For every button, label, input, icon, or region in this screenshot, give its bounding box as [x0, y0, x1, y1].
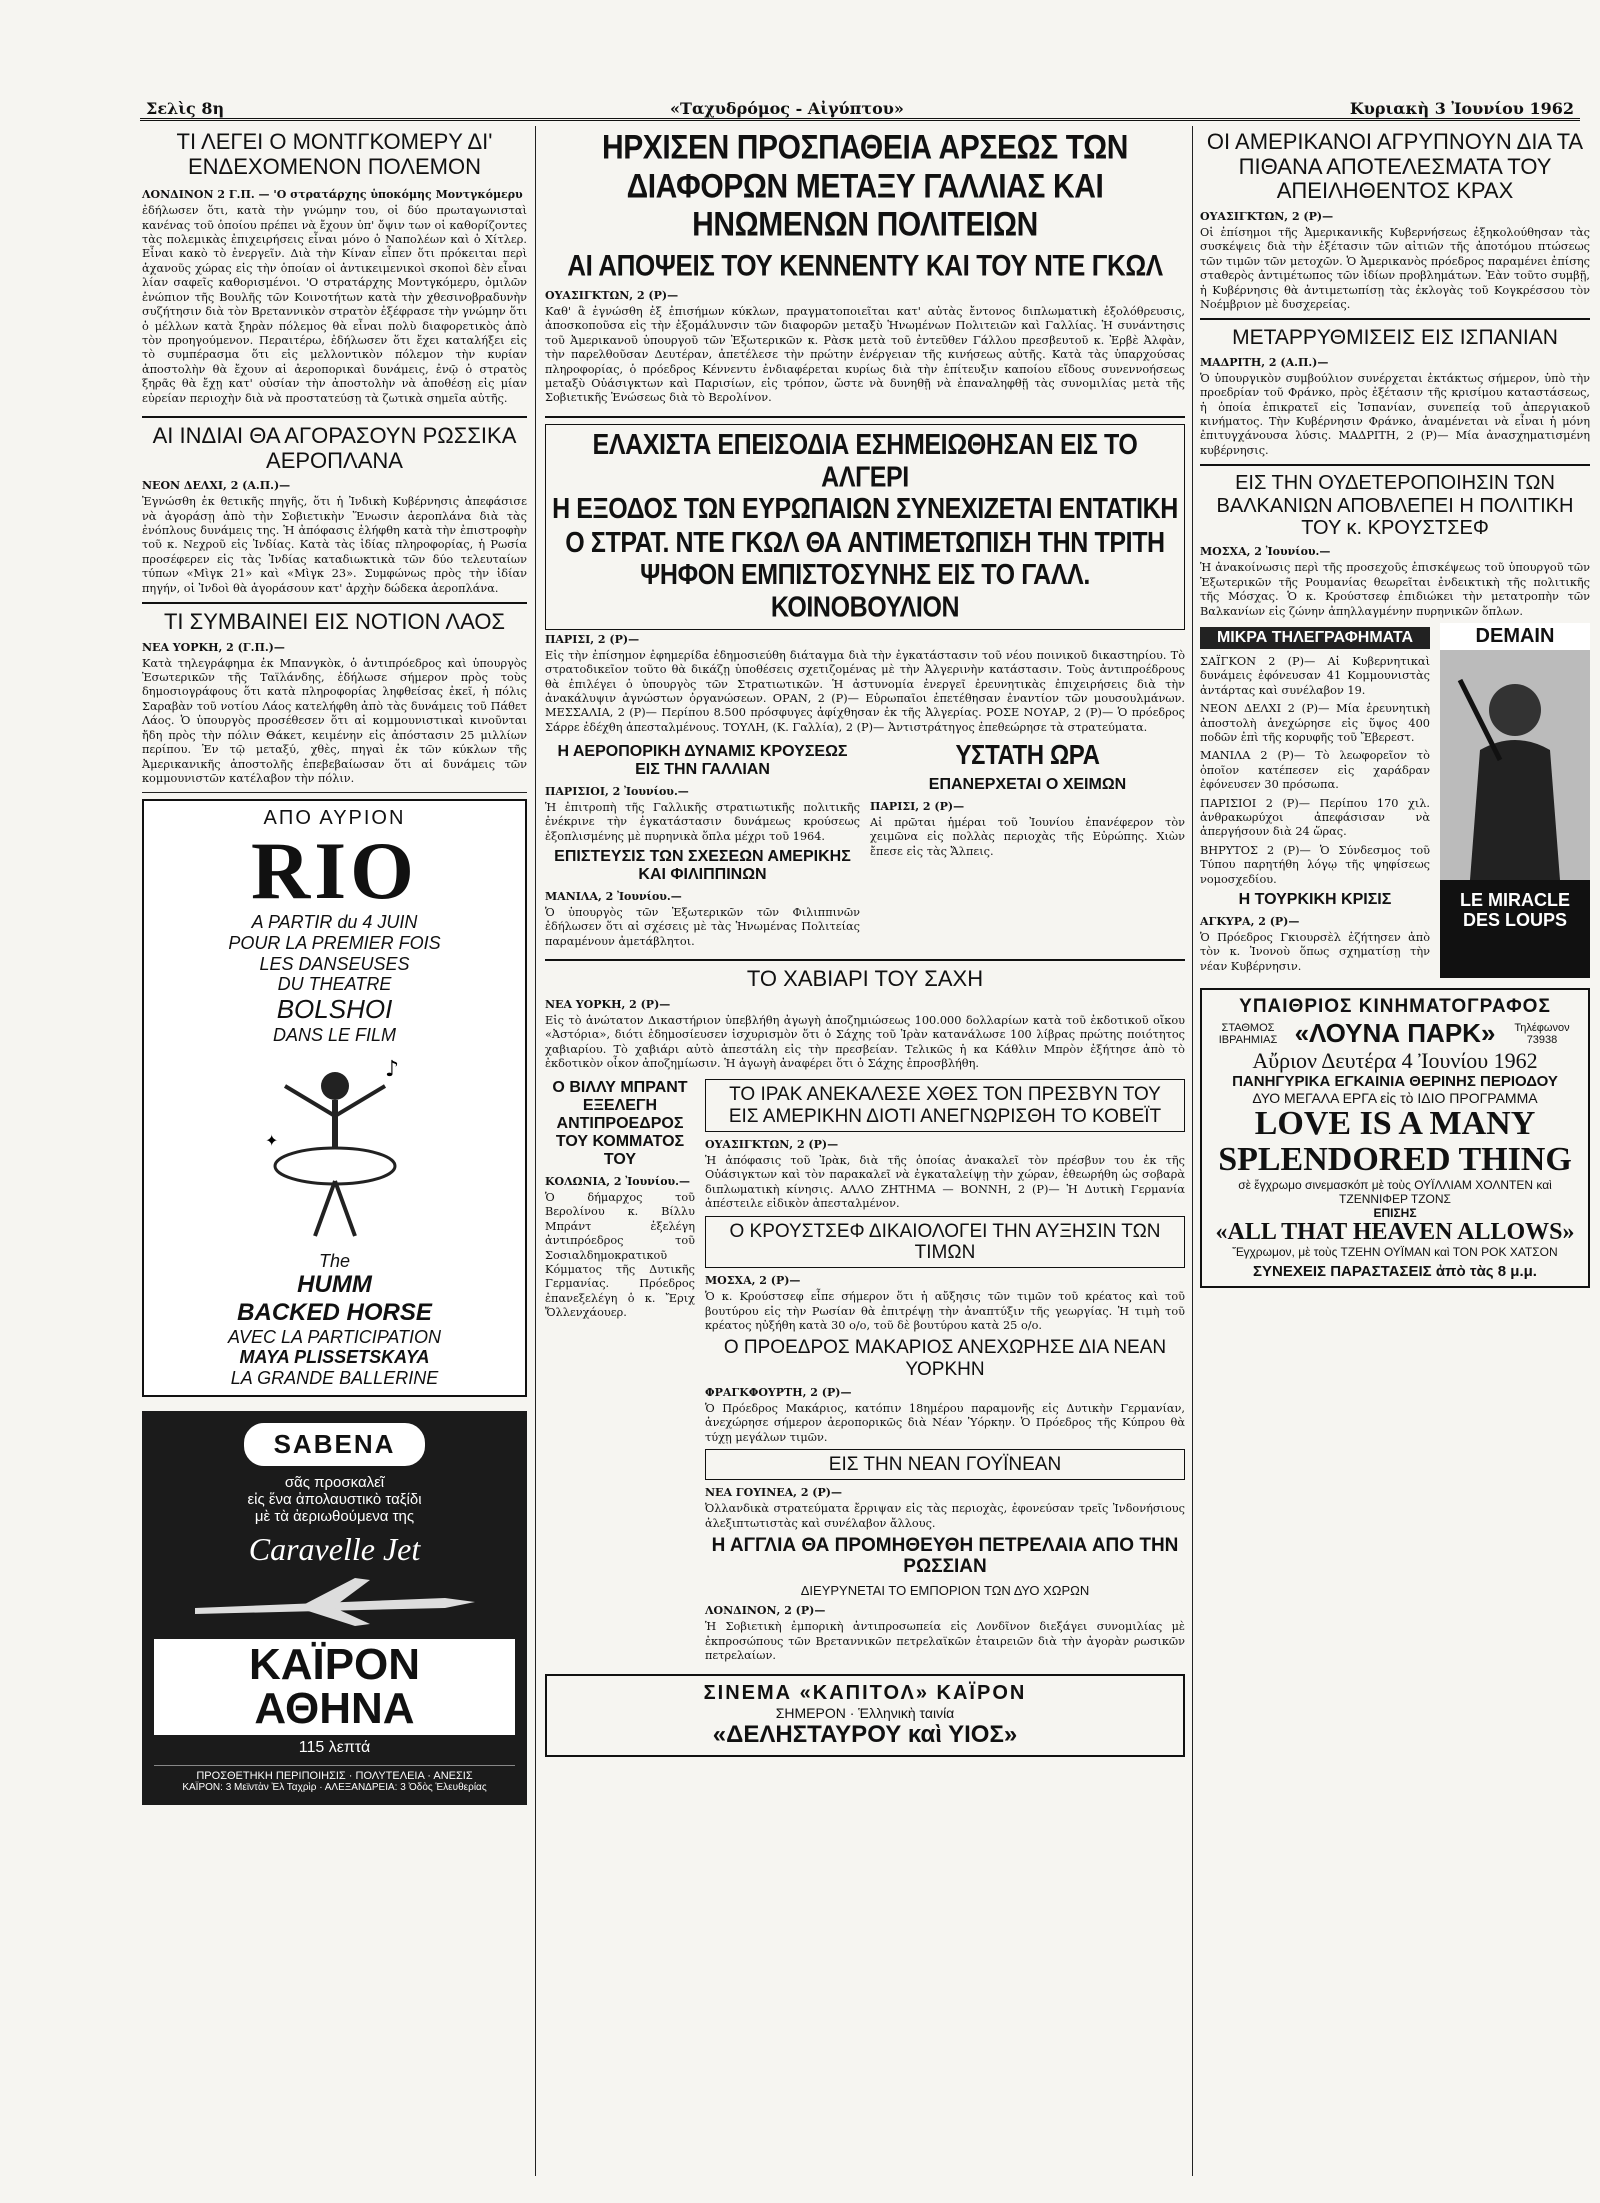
article-text: Ὁ Πρόεδρος Γκιουρσὲλ ἐζήτησεν ἀπὸ τὸν κ. Ἰνονοὺ ὅπως σχηματίσῃ τὴν νέαν Κυβέρνησιν.	[1200, 930, 1430, 973]
dateline: ΜΟΣΧΑ, 2 Ἰουνίου.—	[1200, 545, 1331, 559]
ad-line: μὲ τὰ ἀεριωθούμενα της	[254, 1507, 415, 1525]
algeria-story	[545, 424, 1185, 630]
paper-name: «Ταχυδρόμος - Αἰγύπτου»	[670, 99, 904, 118]
rio-cinema-ad	[142, 799, 527, 1396]
ad-line: AVEC LA PARTICIPATION	[227, 1326, 442, 1347]
article-text: Ὁ δήμαρχος τοῦ Βερολίνου κ. Βίλλυ Μπράντ ἐξελέγη ἀντιπρόεδρος τοῦ Σοσιαλδημοκρατικοῦ Κόμματος τῆς Δυτικῆς Γερμανίας. Πρόεδρος ἐπανεξελέγη ὁ κ. Ἔριχ Ὄλλενχάουερ.	[545, 1191, 695, 1320]
column-rule	[1192, 126, 1193, 2176]
article-text: Εἰς τὴν ἐπίσημον ἐφημερίδα ἐδημοσιεύθη διάταγμα διὰ τὴν ἐγκατάστασιν τοῦ νέου ποινικοῦ δικαστηρίου. Τὸ στρατοδικεῖον τοῦτο θὰ δικάζῃ ὑποθέσεις σχετιζομένας μὲ τὴν Ἀλγερινὴν κατάστασιν. Τοὺς ἀντιπροέδρους θὰ ἐπιλέγει ὁ ὑπουργὸς τῶν Στρατιωτικῶν. Ἡ ἀστυνομία ἐνεργεῖ ἐρευνητικὰς ἐπιχειρήσεις διὰ τὴν ἀνακάλυψιν ἀγνώστων ὀργανώσεων. ΟΡΑΝ, 2 (Ρ)— Εὐρωπαῖοι ἐπετέθησαν ἐναντίον τῶν μουσουλμάνων. ΜΕΣΣΑΛΙΑ, 2 (Ρ)— Περίπου 8.500 πρόσφυγες ἀφίχθησαν ἐκ τῆς Ἀλγερίας. ΡΟΣΕ ΝΟΥΑΡ, 2 (Ρ)— Ὁ πρόεδρος Σάρρε ἐδέχθη ἀπεσταλμένους. ΤΟΥΛΗ, (Κ. Γαλλία), 2 (Ρ)— Ἀντιστράτηγος ἐπεθεώρησε τὰ στρατεύματα.	[545, 648, 1185, 734]
article-headline: Ο ΒΙΛΛΥ ΜΠΡΑΝΤ ΕΞΕΛΕΓΗ ΑΝΤΙΠΡΟΕΔΡΟΣ ΤΟΥ ΚΟΜΜΑΤΟΣ ΤΟΥ	[552, 1079, 688, 1169]
dateline: ΠΑΡΙΣΙΟΙ, 2 Ἰουνίου.—	[545, 784, 689, 798]
ad-line: BOLSHOI	[276, 994, 393, 1025]
luna-park-cinema-ad	[1200, 988, 1590, 1288]
article-headline: ΜΕΤΑΡΡΥΘΜΙΣΕΙΣ ΕΙΣ ΙΣΠΑΝΙΑΝ	[1232, 326, 1558, 350]
film-title: LOVE IS A MANY SPLENDORED THING	[1218, 1105, 1572, 1179]
brief-item: ΠΑΡΙΣΙΟΙ 2 (Ρ)— Περίπου 170 χιλ. ἀνθρακωρύχοι ἀπεφάσισαν νὰ ἀπεργήσουν διὰ 24 ὥρας.	[1200, 796, 1430, 839]
article-text: Ὁ κ. Κρούστσεφ εἶπε σήμερον ὅτι ἡ αὔξησις τῶν τιμῶν τοῦ κρέατος καὶ τοῦ βουτύρου εἰς τὴν Ρωσίαν θὰ ἐπιτρέψῃ τὴν ἀναπτύξιν τῆς γεωργίας. Ἡ τιμὴ τοῦ κρέατος ηὐξήθη κατὰ 30 ο/ο, τοῦ δὲ βουτύρου κατὰ 25 ο/ο.	[705, 1290, 1185, 1332]
article-body	[545, 286, 1185, 410]
brief-item: ΒΗΡΥΤΟΣ 2 (Ρ)— Ὁ Σύνδεσμος τοῦ Τύπου παρητήθη λόγῳ τῆς ψηφίσεως νομοσχεδίου.	[1200, 843, 1430, 886]
article-headline: ΤΙ ΛΕΓΕΙ Ο ΜΟΝΤΓΚΟΜΕΡΥ ΔΙ' ΕΝΔΕΧΟΜΕΝΟΝ ΠΟΛΕΜΟΝ	[176, 129, 493, 179]
cinema-name: «ΛΟΥΝΑ ΠΑΡΚ»	[1294, 1018, 1496, 1049]
program-note: ΕΠΙΣΗΣ	[1373, 1205, 1417, 1220]
article-headline: Ο ΣΤΡΑΤ. ΝΤΕ ΓΚΩΛ ΘΑ ΑΝΤΙΜΕΤΩΠΙΣΗ ΤΗΝ ΤΡΙΤΗ	[565, 526, 1165, 559]
dateline: ΑΓΚΥΡΑ, 2 (Ρ)—	[1200, 914, 1300, 928]
divider	[142, 416, 527, 418]
ad-line: The	[318, 1250, 351, 1271]
ad-footer: ΠΡΟΣΘΕΤΗΚΗ ΠΕΡΙΠΟΙΗΣΙΣ · ΠΟΛΥΤΕΛΕΙΑ · ΑΝΕΣΙΣ	[154, 1765, 515, 1782]
article-text: Ὁ ὑπουργικὸν συμβούλιον συνέρχεται ἐκτάκτως σήμερον, ὑπὸ τὴν προεδρίαν τοῦ Φράνκο, πρὸς ἐξέτασιν τῆς κρισίμου καταστάσεως, ἡ ὁποία ἐπικρατεῖ εἰς Ἰσπανίαν, συνεπείᾳ τοῦ ἀπεργιακοῦ κινήματος. Τὴν Κυβέρνησιν Φράνκο, ἀναμένεται νὰ εἶναι ἡ μόνη ἐπιτυγχάνουσα λύσις. ΜΑΔΡΙΤΗ, 2 (Ρ)— Μία ἀνασχηματισμένη κυβέρνησις.	[1200, 371, 1590, 457]
column-rule	[535, 126, 536, 2176]
article-headline: ΤΟ ΙΡΑΚ ΑΝΕΚΑΛΕΣΕ ΧΘΕΣ ΤΟΝ ΠΡΕΣΒΥΝ ΤΟΥ ΕΙΣ ΑΜΕΡΙΚΗΝ ΔΙΟΤΙ ΑΝΕΓΝΩΡΙΣΘΗ ΤΟ ΚΟΒΕΪΤ	[705, 1079, 1185, 1132]
dateline: ΛΟΝΔΙΝΟΝ 2 Γ.Π. — 'Ο στρατάρχης ὑποκόμης Μοντγκόμερυ	[142, 188, 523, 202]
left-column	[142, 126, 527, 1805]
right-column	[1200, 126, 1590, 1288]
dateline: ΟΥΑΣΙΓΚΤΩΝ, 2 (Ρ)—	[545, 288, 679, 302]
dateline: ΝΕΑ ΓΟΥΙΝΕΑ, 2 (Ρ)—	[705, 1486, 842, 1500]
event-name: ΠΑΝΗΓΥΡΙΚΑ ΕΓΚΑΙΝΙΑ ΘΕΡΙΝΗΣ ΠΕΡΙΟΔΟΥ	[1232, 1073, 1558, 1091]
article-text: Ὁ ὑπουργὸς τῶν Ἐξωτερικῶν τῶν Φιλιππινῶν ἐδήλωσεν ὅτι αἱ σχέσεις μὲ τὰς Ἡνωμένας Πολιτείας παραμένουν ἀμετάβλητοι.	[545, 906, 860, 948]
article-headline: ΥΣΤΑΤΗ ΩΡΑ	[955, 740, 1100, 772]
lead-subheadline: ΑΙ ΑΠΟΨΕΙΣ ΤΟΥ ΚΕΝΝΕΝΤΥ ΚΑΙ ΤΟΥ ΝΤΕ ΓΚΩΛ	[567, 247, 1163, 282]
ad-heading: DEMAIN	[1440, 623, 1590, 650]
knight-illustration	[1440, 650, 1590, 880]
sub-stories	[545, 739, 1185, 953]
brief-item: ΜΑΝΙΛΑ 2 (Ρ)— Τὸ λεωφορεῖον τὸ ὁποῖον κατέπεσεν εἰς χαράδραν ἐφόνευσεν 30 πρόσωπα.	[1200, 749, 1430, 792]
article-headline: ΤΟ ΧΑΒΙΑΡΙ ΤΟΥ ΣΑΧΗ	[746, 966, 984, 992]
lead-headline: ΗΡΧΙΣΕΝ ΠΡΟΣΠΑΘΕΙΑ ΑΡΣΕΩΣ ΤΩΝ ΔΙΑΦΟΡΩΝ ΜΕΤΑΞΥ ΓΑΛΛΙΑΣ ΚΑΙ ΗΝΩΜΕΝΩΝ ΠΟΛΙΤΕΙΩΝ	[601, 128, 1129, 244]
ad-line: A PARTIR du 4 JUIN	[251, 912, 418, 933]
dateline: ΠΑΡΙΣΙ, 2 (Ρ)—	[870, 799, 965, 813]
article-subheadline: ΕΠΑΝΕΡΧΕΤΑΙ Ο ΧΕΙΜΩΝ	[928, 776, 1127, 794]
sabena-airline-ad	[142, 1411, 527, 1805]
article-text: Ἐγνώσθη ἐκ θετικῆς πηγῆς, ὅτι ἡ Ἰνδικὴ Κυβέρνησις ἀπεφάσισε νὰ ἀγοράσῃ ἀπὸ τὴν Σοβιετικὴν Ἕνωσιν ἀεροπλάνα διὰ τὰς ἐνόπλους δυνάμεις της. Ἡ ἀπόφασις ἐλήφθη κατὰ τὴν ἐπιστροφὴν τοῦ κ. Νεχροῦ εἰς Ἰνδίας. Κατὰ τὰς ἰδίας πληροφορίας, ἡ Ρωσία προσέφερεν εἰς τὰς Ἰνδίας καταδιωκτικὰ τῶν δύο τελευταίων τύπων «Μὶγκ 21» καὶ «Μὶγκ 23». Συμφώνως πρὸς τὴν ἰδίαν πηγήν, οἱ Ἰνδοὶ θὰ ἀγοράσουν κατ' ἀρχὴν δώδεκα ἀεροπλάνα.	[142, 495, 527, 595]
dateline: ΦΡΑΓΚΦΟΥΡΤΗ, 2 (Ρ)—	[705, 1385, 852, 1399]
article-text: Καθ' ἃ ἐγνώσθη ἐξ ἐπισήμων κύκλων, πραγματοποιεῖται κατ' αὐτὰς ἔντονος διπλωματικὴ ἐξολόθρευσις, ἀποσκοποῦσα εἰς τὴν ἐξομάλυνσιν τῶν διαφορῶν μεταξὺ Ἡνωμένων Πολιτειῶν καὶ Γαλλίας. Ἡ συνάντησις τοῦ Ἀμερικανοῦ ὑπουργοῦ τῶν Ἐξωτερικῶν κ. Ρὰσκ μετὰ τοῦ ἐντεῦθεν Γάλλου πρεσβευτοῦ κ. Ἐρβὲ Ἀλφὰν, τὴν παρελθοῦσαν Δευτέραν, ἀπετέλεσε τὴν πρώτην ἐνέργειαν τῆς κινήσεως αὐτῆς. Κατὰ τὰς ὑπαρχούσας πληροφορίας, ὁ πρόεδρος Κέννεντυ ἐνδιαφέρεται κυρίως διὰ τὴν ἐπίτευξιν καποίου εἴδους συνεννοήσεως μεταξὺ Οὐάσιγκτων καὶ Παρισίων, εἰς τρόπον, ὥστε νὰ δυνηθῇ νὰ ἐπαναληφθῇ τὰς συνομιλίας μετὰ τῆς Σοβιετικῆς Ἑνώσεως διὰ τὸ Βερολίνον.	[545, 304, 1185, 405]
article-headline: ΕΙΣ ΤΗΝ ΝΕΑΝ ΓΟΥΪΝΕΑΝ	[705, 1449, 1185, 1480]
destination-label: ΚΑΪΡΟΝ ΑΘΗΝΑ	[154, 1639, 515, 1735]
article-text: Ὁ Πρόεδρος Μακάριος, κατόπιν 18ημέρου παραμονῆς εἰς Δυτικὴν Γερμανίαν, ἀνεχώρησε σήμερον ἀεροπορικῶς διὰ Νέαν Ὑόρκην. Ὁ Πρόεδρος τῆς Κύπρου θὰ τύχῃ μεγάλων τιμῶν.	[705, 1401, 1185, 1444]
film-stars: σὲ ἔγχρωμο σινεμασκόπ μὲ τοὺς ΟΥΪΛΛΙΑΜ ΧΟΛΝΤΕΝ καὶ ΤΖΕΝΝΙΦΕΡ ΤΖΟΝΣ	[1238, 1177, 1552, 1206]
divider	[545, 959, 1185, 961]
article-headline: ΕΛΑΧΙΣΤΑ ΕΠΕΙΣΟΔΙΑ ΕΣΗΜΕΙΩΘΗΣΑΝ ΕΙΣ ΤΟ ΑΛΓΕΡΙ	[592, 428, 1138, 493]
article-headline: Η ΑΓΓΛΙΑ ΘΑ ΠΡΟΜΗΘΕΥΘΗ ΠΕΤΡΕΛΑΙΑ ΑΠΟ ΤΗΝ ΡΩΣΣΙΑΝ	[711, 1535, 1179, 1578]
dateline: ΝΕΟΝ ΔΕΛΧΙ, 2 (Α.Π.)—	[142, 479, 291, 493]
ad-line: MAYA PLISSETSKAYA	[239, 1347, 430, 1368]
divider	[1200, 464, 1590, 466]
center-column	[545, 126, 1185, 1757]
flight-duration: 115 λεπτά	[298, 1738, 371, 1756]
article-text: Ὀλλανδικὰ στρατεύματα ἔρριψαν εἰς τὰς περιοχὰς, ἐφονεύσαν τρεῖς Ἰνδονήσιους ἀλεξιπτωτιστὰς καὶ συνέλαβον ἄλλους.	[705, 1502, 1185, 1530]
article-body	[142, 185, 527, 410]
show-times: ΣΥΝΕΧΕΙΣ ΠΑΡΑΣΤΑΣΕΙΣ ἀπὸ τὰς 8 μ.μ.	[1253, 1262, 1537, 1280]
brief-item: ΣΑΪΓΚΟΝ 2 (Ρ)— Αἱ Κυβερνητικαὶ δυνάμεις ἐφόνευσαν 41 Κομμουνιστὰς ἀντάρτας καὶ συνέλαβον 19.	[1200, 654, 1430, 697]
cinema-phone: Τηλέφωνον 73938	[1514, 1021, 1570, 1046]
demain-film-ad	[1440, 623, 1590, 978]
ballerina-illustration	[235, 1046, 435, 1246]
ad-line: DU THEATRE	[277, 974, 392, 995]
dateline: ΝΕΑ ΥΟΡΚΗ, 2 (Γ.Π.)—	[142, 640, 285, 654]
article-headline: ΕΙΣ ΤΗΝ ΟΥΔΕΤΕΡΟΠΟΙΗΣΙΝ ΤΩΝ ΒΑΛΚΑΝΙΩΝ ΑΠΟΒΛΕΠΕΙ Η ΠΟΛΙΤΙΚΗ ΤΟΥ κ. ΚΡΟΥΣΤΣΕΦ	[1216, 472, 1574, 540]
issue-date: Κυριακὴ 3 Ἰουνίου 1962	[1349, 99, 1574, 118]
article-headline: Ο ΚΡΟΥΣΤΣΕΦ ΔΙΚΑΙΟΛΟΓΕΙ ΤΗΝ ΑΥΞΗΣΙΝ ΤΩΝ ΤΙΜΩΝ	[705, 1216, 1185, 1269]
ad-line: LES DANSEUSES	[259, 953, 410, 974]
dateline: ΠΑΡΙΣΙ, 2 (Ρ)—	[545, 632, 640, 646]
article-headline: ΟΙ ΑΜΕΡΙΚΑΝΟΙ ΑΓΡΥΠΝΟΥΝ ΔΙΑ ΤΑ ΠΙΘΑΝΑ ΑΠΟΤΕΛΕΣΜΑΤΑ ΤΟΥ ΑΠΕΙΛΗΘΕΝΤΟΣ ΚΡΑΧ	[1206, 129, 1584, 204]
program-note: ΔΥΟ ΜΕΓΑΛΑ ΕΡΓΑ εἰς τὸ ΙΔΙΟ ΠΡΟΓΡΑΜΜΑ	[1252, 1090, 1538, 1107]
lower-stories	[545, 1075, 1185, 1667]
capitol-cinema-ad	[545, 1674, 1185, 1757]
divider	[1200, 318, 1590, 320]
cinema-type: ΥΠΑΙΘΡΙΟΣ ΚΙΝΗΜΑΤΟΓΡΑΦΟΣ	[1239, 996, 1551, 1018]
ad-line: LA GRANDE BALLERINE	[230, 1367, 439, 1388]
dateline: ΜΑΝΙΛΑ, 2 Ἰουνίου.—	[545, 890, 682, 904]
article-text: Εἰς τὸ ἀνώτατον Δικαστήριον ὑπεβλήθη ἀγωγὴ ἀποζημιώσεως 100.000 δολλαρίων κατὰ τοῦ ἐκδοτικοῦ οἴκου «Ἀστόρια», διότι ἐδημοσίευσεν ἰσχυρισμὸν ὅτι ὁ Σάχης τοῦ Ἰρὰν κατανάλωσε 100 λίβρας πρώτης ποιότητος χαβιαρίου. Τὸ χαβιάρι αὐτὸ ἀπεστάλη εἰς τὴν πρεσβείαν. Τελικῶς ἡ κα Κάθλιν Μπρὸν ἐξήτησε ἀπὸ τὸ ἐκδοτικὸν οἶκον ἀποζημίωσιν. Ἡ ἀγωγὴ ἀναφέρει ὅτι ὁ Σάχης ἐπροσβλήθη.	[545, 1013, 1185, 1071]
article-headline: Η ΤΟΥΡΚΙΚΗ ΚΡΙΣΙΣ	[1238, 891, 1392, 909]
article-headline: Η ΕΞΟΔΟΣ ΤΩΝ ΕΥΡΩΠΑΙΩΝ ΣΥΝΕΧΙΖΕΤΑΙ ΕΝΤΑΤΙΚΗ	[552, 492, 1178, 525]
dateline: ΟΥΑΣΙΓΚΤΩΝ, 2 (Ρ)—	[1200, 209, 1334, 223]
article-headline: ΑΙ ΙΝΔΙΑΙ ΘΑ ΑΓΟΡΑΣΟΥΝ ΡΩΣΣΙΚΑ ΑΕΡΟΠΛΑΝΑ	[152, 422, 517, 473]
article-headline: Η ΑΕΡΟΠΟΡΙΚΗ ΔΥΝΑΜΙΣ ΚΡΟΥΣΕΩΣ ΕΙΣ ΤΗΝ ΓΑΛΛΙΑΝ	[557, 743, 848, 779]
article-text: Αἱ πρῶται ἡμέραι τοῦ Ἰουνίου ἐπανέφερον τὸν χειμῶνα εἰς πολλὰς περιοχὰς τῆς Εὐρώπης. Χιὼν ἔπεσε εἰς τὰς Ἄλπεις.	[870, 815, 1185, 858]
film-title: LE MIRACLE DES LOUPS	[1460, 890, 1570, 930]
cinema-name: ΣΙΝΕΜΑ «ΚΑΠΙΤΟΛ» ΚΑΪΡΟΝ	[703, 1681, 1027, 1704]
dateline: ΜΟΣΧΑ, 2 (Ρ)—	[705, 1274, 801, 1288]
film-stars: Ἔγχρωμον, μὲ τοὺς ΤΖΕΗΝ ΟΥΪΜΑΝ καὶ ΤΟΝ ΡΟΚ ΧΑΤΣΟΝ	[1232, 1244, 1558, 1259]
section-heading: ΜΙΚΡΑ ΤΗΛΕΓΡΑΦΗΜΑΤΑ	[1200, 627, 1430, 649]
dateline: ΛΟΝΔΙΝΟΝ, 2 (Ρ)—	[705, 1604, 826, 1618]
article-text: ἐδήλωσεν ὅτι, κατὰ τὴν γνώμην του, οἱ δύο πρωταγωνισταὶ κανένας τοῦ ὁποίου πρέπει νὰ ἔχουν ὑπ' ὄψιν των οἱ καθορίζοντες τὰς πολεμικὰς ἐπιχειρήσεις εἶναι μόνο ὁ Ναπολέων καὶ ὁ Χίτλερ. Εἶναι κακὸ τὸ ἐνεργεῖν. Διὰ τὴν Κίναν εἶπεν ὅτι πρόκειται περὶ ἀχανοῦς χώρας εἰς τὴν ὁποίαν οἱ ἀντικειμενικοὶ σκοποὶ δὲν εἶναι λίαν σαφεῖς καθορισμένοι. 'Ο στρατάρχης Μοντγκόμερυ, ὁμιλῶν ἐνώπιον τῆς Βουλῆς τῶν Κοινοτήτων κατὰ τὴν χθεσινοβραδυνὴν συζήτησιν διὰ τὸν Βρεταννικὸν στρατὸν ἐξέφρασε τὴν γνώμην ὅτι ὁ μέλλων κατὰ ξηρὰν πόλεμος θὰ εἶναι πολὺ διαφορετικὸς ἀπὸ τὸν προηγούμενον. Περαιτέρω, ἐδήλωσεν ὅτι ἔχει καταλήξει εἰς τὸ συμπέρασμα ὅτι εἰς μελλοντικὸν πόλεμον τὴν κυρίαν ἀποστολὴν θὰ ἔχουν αἱ ἀεροπορικαὶ δυνάμεις, ἐνῷ ὁ στρατὸς ξηρᾶς θὰ ἔχῃ κατ' οὐσίαν τὴν ἀποστολὴν νὰ ἀποθέσῃ εἰς μίαν εὐρείαν περιοχὴν διὰ νὰ προστατεύσῃ τὰ ζωτικὰ σημεῖα αὐτῆς.	[142, 204, 527, 405]
ad-heading: ΑΠΟ ΑΥΡΙΟΝ	[263, 807, 406, 830]
article-text: Κατὰ τηλεγράφημα ἐκ Μπανγκὸκ, ὁ ἀντιπρόεδρος καὶ ὑπουργὸς Ἐσωτερικῶν τῆς Ταϊλάνδης, ἐδήλωσε σήμερον πρὸς τοὺς δημοσιογράφους ὅτι κατὰ πληροφορίας ληφθείσας ἐκεῖ, ἡ πόλις Σαραβὰν τοῦ νοτίου Λάος κατελήφθη ἀπὸ τὰς δυνάμεις τοῦ Πάθετ Λάος. Ὁ ὑπουργὸς προσέθεσεν ὅτι αἱ κομμουνιστικαὶ κινοῦνται ἤδη πρὸς τὴν πόλιν Θάκετ, κειμένην εἰς ἀπόστασιν 25 μιλλίων περίπου. Ἐν τῷ μεταξύ, χθὲς, πηγαὶ ἐκ τῶν κύκλων τῆς Ἀμερικανικῆς ἀποστολῆς ἐπεβεβαίωσαν ὅτι αἱ δυνάμεις τῶν κομμουνιστῶν κατέλαβον τὴν πόλιν.	[142, 656, 527, 785]
divider	[142, 602, 527, 604]
article-headline: Ο ΠΡΟΕΔΡΟΣ ΜΑΚΑΡΙΟΣ ΑΝΕΧΩΡΗΣΕ ΔΙΑ ΝΕΑΝ ΥΟΡΚΗΝ	[723, 1337, 1167, 1380]
dateline: ΜΑΔΡΙΤΗ, 2 (Α.Π.)—	[1200, 355, 1329, 369]
article-text: Ἡ ἐπιτροπὴ τῆς Γαλλικῆς στρατιωτικῆς πολιτικῆς ἐνέκρινε τὴν ἐγκατάστασιν δυνάμεως κρούσεως ἐξοπλισμένης μὲ πυρηνικὰ ὅπλα μέχρι τοῦ 1964.	[545, 800, 860, 843]
divider	[545, 416, 1185, 418]
article-text: Ἡ ἀνακοίνωσις περὶ τῆς προσεχοῦς ἐπισκέψεως τοῦ ὑπουργοῦ τῶν Ἐξωτερικῶν τῆς Ρουμανίας θεωρεῖται ἐνδεικτικὴ τῆς πολιτικῆς τῆς Μόσχας. Ὁ κ. Κρούστσεφ ἐπιδιώκει τὴν μετατροπὴν τῶν Βαλκανίων εἰς ζώνην ἀπηλλαγμένην πυρηνικῶν ὅπλων.	[1200, 561, 1590, 618]
masthead	[140, 96, 1580, 121]
article-text: Οἱ ἐπίσημοι τῆς Ἀμερικανικῆς Κυβερνήσεως ἐξηκολούθησαν τὰς συσκέψεις διὰ τὴν ἐξέτασιν τῶν αἰτιῶν τῆς ἀποτόμου πτώσεως τῶν τιμῶν τῶν μετοχῶν. Ὁ Ἀμερικανὸς πρόεδρος παραμένει ἐπίσης σταθερὸς ἀντιμέτωπος τῶν ἰδίων προβλημάτων. Ἐὰν τοῦτο συμβῇ, ἡ Κυβέρνησις θὰ ἀντιμετωπίσῃ τὰς ἐκλογὰς τοῦ Κογκρέσσου τὸν Νοέμβριον μὲ δυσχερείας.	[1200, 225, 1590, 311]
article-text: Ἡ Σοβιετικὴ ἐμπορικὴ ἀντιπροσωπεία εἰς Λονδῖνον διεξάγει συνομιλίας μὲ ἐκπροσώπους τῶν Βρεταννικῶν πετρελαϊκῶν ἑταιρειῶν διὰ τὴν ἀγορὰν ρωσικῶν πετρελαίων.	[705, 1620, 1185, 1663]
rio-logo: RIO	[251, 825, 418, 917]
ad-line: εἰς ἕνα ἀπολαυστικὸ ταξίδι	[247, 1490, 422, 1508]
show-date: Αὔριον Δευτέρα 4 Ἰουνίου 1962	[1252, 1048, 1538, 1074]
caravelle-logo: Caravelle Jet	[248, 1530, 421, 1567]
divider	[142, 792, 527, 793]
ad-line: σᾶς προσκαλεῖ	[284, 1473, 385, 1491]
briefs-and-ad	[1200, 623, 1590, 978]
ad-line: DANS LE FILM	[272, 1024, 397, 1045]
ad-line: HUMM	[297, 1271, 372, 1299]
film-title: «ΔΕΛΗΣΤΑΥΡΟΥ καὶ ΥΙΟΣ»	[712, 1720, 1018, 1748]
article-text: Ἡ ἀπόφασις τοῦ Ἰρὰκ, διὰ τῆς ὁποίας ἀνακαλεῖ τὸν πρέσβυν του ἐκ τῆς Οὐάσιγκτων καὶ τὸν παρακαλεῖ νὰ ἐγκαταλείψῃ τὴν χώραν, ἐθεωρήθη ὡς σοβαρὰ διπλωματικὴ κίνησις. ΑΛΛΟ ΖΗΤΗΜΑ — ΒΟΝΝΗ, 2 (Ρ)— Ἡ Δυτικὴ Γερμανία ἀπέστειλε εἰδικὸν ἀπεσταλμένον.	[705, 1154, 1185, 1211]
dateline: ΟΥΑΣΙΓΚΤΩΝ, 2 (Ρ)—	[705, 1138, 839, 1152]
page-number: Σελὶς 8η	[146, 99, 225, 118]
cinema-line: ΣΗΜΕΡΟΝ · Ἑλληνικὴ ταινία	[775, 1704, 955, 1721]
ad-address: ΚΑΪΡΟΝ: 3 Μεϊντὰν Ἐλ Ταχρὶρ · ΑΛΕΞΑΝΔΡΕΙΑ: 3 Ὀδὸς Ἑλευθερίας	[182, 1781, 487, 1793]
airplane-icon	[185, 1568, 485, 1628]
cinema-station: ΣΤΑΘΜΟΣ ΙΒΡΑΗΜΙΑΣ	[1218, 1021, 1278, 1046]
svg-text:♪: ♪	[384, 1056, 399, 1082]
svg-text:✦: ✦	[264, 1130, 278, 1150]
ad-line: BACKED HORSE	[237, 1298, 432, 1326]
film-title: «ALL THAT HEAVEN ALLOWS»	[1215, 1218, 1575, 1245]
article-headline: ΤΙ ΣΥΜΒΑΙΝΕΙ ΕΙΣ ΝΟΤΙΟΝ ΛΑΟΣ	[163, 609, 506, 635]
dateline: ΝΕΑ ΥΟΡΚΗ, 2 (Ρ)—	[545, 997, 671, 1011]
sabena-logo: SABENA	[244, 1423, 426, 1466]
article-headline: ΨΗΦΟΝ ΕΜΠΙΣΤΟΣΥΝΗΣ ΕΙΣ ΤΟ ΓΑΛΛ. ΚΟΙΝΟΒΟΥΛΙΟΝ	[640, 558, 1090, 623]
brief-item: ΝΕΟΝ ΔΕΛΧΙ 2 (Ρ)— Μία ἐρευνητικὴ ἀποστολὴ ἀνεχώρησε εἰς ὕψος 400 ποδῶν ἐπὶ τῆς κορυφῆς τοῦ Ἔβερεστ.	[1200, 702, 1430, 744]
article-headline: ΕΠΙΣΤΕΥΣΙΣ ΤΩΝ ΣΧΕΣΕΩΝ ΑΜΕΡΙΚΗΣ ΚΑΙ ΦΙΛΙΠΠΙΝΩΝ	[554, 848, 851, 884]
article-subheadline: ΔΙΕΥΡΥΝΕΤΑΙ ΤΟ ΕΜΠΟΡΙΟΝ ΤΩΝ ΔΥΟ ΧΩΡΩΝ	[800, 1582, 1090, 1598]
dateline: ΚΟΛΩΝΙΑ, 2 Ἰουνίου.—	[545, 1175, 690, 1189]
ad-line: POUR LA PREMIER FOIS	[228, 933, 441, 953]
